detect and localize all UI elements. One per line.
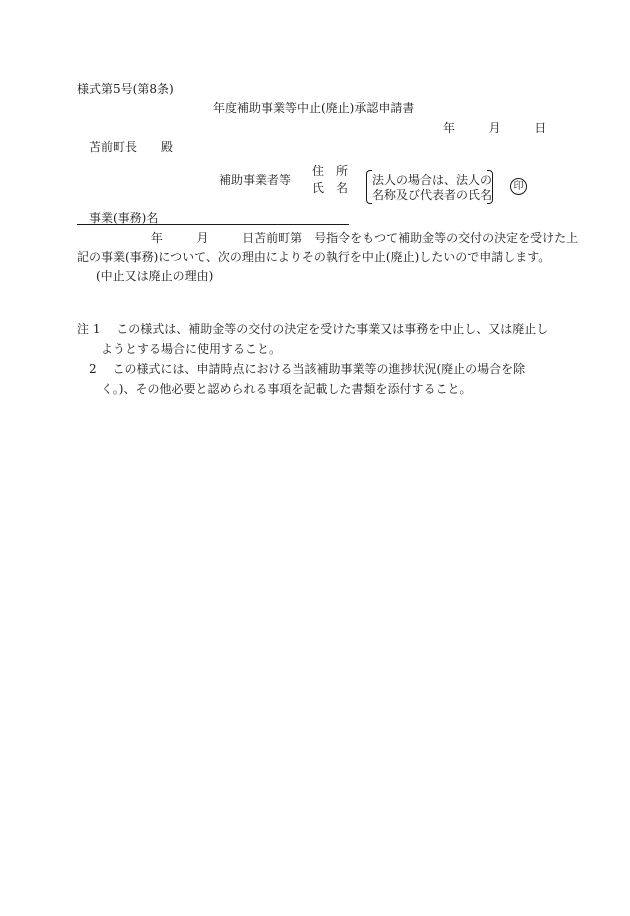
note-2-line-1: 2 この様式には、申請時点における当該補助事業等の進捗状況(廃止の場合を除: [89, 362, 526, 376]
page-title: 年度補助事業等中止(廃止)承認申請書: [213, 101, 415, 115]
date-row: [443, 122, 546, 134]
note-1-line-1: 注 1 この様式は、補助金等の交付の決定を受けた事業又は事務を中止し、又は廃止し: [77, 322, 549, 336]
applicant-label: 補助事業者等: [219, 173, 292, 187]
corporation-note: [366, 170, 493, 202]
body-line-1-text: 日苫前町第 号指令をもつて補助金等の交付の決定を受けた上: [242, 231, 579, 245]
project-name-label: 事業(事務)名: [89, 211, 159, 225]
body-month: 月: [196, 231, 209, 245]
note-2-line-2: く。)、その他必要と認められる事項を記載した書類を添付すること。: [101, 382, 472, 396]
form-number: 様式第5号(第8条): [77, 82, 174, 96]
addressee: 苫前町長 殿: [89, 140, 174, 154]
note-1-line-2: ようとする場合に使用すること。: [101, 342, 282, 356]
reason-heading: (中止又は廃止の理由): [96, 269, 214, 283]
date-year: 年: [443, 121, 456, 135]
date-month: 月: [488, 121, 501, 135]
corporation-note-line1: 法人の場合は、法人の: [372, 173, 493, 187]
date-day: 日: [534, 121, 547, 135]
right-bracket: [487, 170, 493, 204]
body-line-1: [77, 231, 579, 245]
seal-mark: 印: [510, 178, 527, 195]
name-label: 氏 名: [312, 181, 349, 195]
body-year: 年: [150, 231, 163, 245]
body-line-2: 記の事業(事務)について、次の理由によりその執行を中止(廃止)したいので申請します。: [77, 250, 551, 264]
address-label: 住 所: [312, 164, 349, 178]
project-name-underline: [77, 224, 349, 225]
corporation-note-line2: 名称及び代表者の氏名: [372, 188, 493, 202]
